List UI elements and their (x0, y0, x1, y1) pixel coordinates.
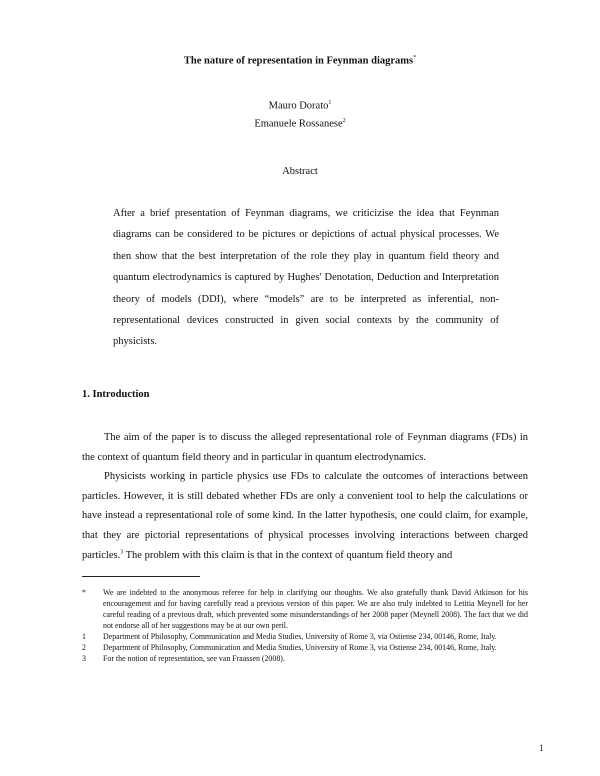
paragraph-1: The aim of the paper is to discuss the alleged representational role of Feynman diagrams (FDs) in the context of quantum field theory and in particular in quantum electrodynamics. (82, 432, 528, 463)
footnote-1 (82, 631, 528, 642)
author-1-name: Mauro Dorato (268, 100, 329, 112)
footnote-3-text: For the notion of representation, see van Fraassen (2008). (103, 654, 285, 663)
author-1-mark: 1 (328, 100, 332, 106)
footnote-3 (82, 653, 528, 664)
author-2 (0, 114, 600, 132)
page-number: 1 (539, 743, 544, 753)
footnote-1-text: Department of Philosophy, Communication and Media Studies, University of Rome 3, via Ostiense 234, 00146, Rome, Italy. (103, 632, 497, 641)
footnote-star-mark: * (82, 588, 86, 597)
paragraph-2-text-b: The problem with this claim is that in the context of quantum field theory and (123, 549, 453, 561)
footnote-1-mark: 1 (82, 632, 86, 641)
body-text (82, 428, 528, 565)
footnote-star (82, 587, 528, 631)
author-1 (0, 96, 600, 114)
paper-title (0, 55, 600, 67)
footnote-star-text: We are indebted to the anonymous referee for help in clarifying our thoughts. We also gratefully thank David Atkinson for his encouragement and for having carefully read a previous version of this paper. We are also truly indebted to Letitia Meynell for her careful reading of a previous draft, which prevented some misunderstandings of her 2008 paper (Meynell 2008). The fact that we did not endorse all of her suggestions may be at our own peril. (103, 588, 528, 630)
author-list (0, 96, 600, 131)
footnote-3-mark: 3 (82, 654, 86, 663)
paper-title-text: The nature of representation in Feynman diagrams (183, 55, 414, 67)
section-heading-introduction: 1. Introduction (82, 389, 150, 400)
abstract-text: After a brief presentation of Feynman diagrams, we criticizise the idea that Feynman diagrams can be considered to be pictures or depictions of actual physical processes. We then show that the best interpretation of the role they play in quantum field theory and quantum electrodynamics is captured by Hughes' Denotation, Deduction and Interpretation theory of models (DDI), where “models” are to be interpreted as inferential, non-representational devices constructed in given social contexts by the community of physicists. (113, 208, 499, 348)
author-2-name: Emanuele Rossanese (254, 118, 343, 129)
footnote-2-text: Department of Philosophy, Communication and Media Studies, University of Rome 3, via Ostiense 234, 00146, Rome, Italy. (103, 643, 497, 652)
author-2-mark: 2 (342, 117, 346, 124)
paragraph-2 (82, 467, 528, 565)
footnote-separator (82, 576, 200, 577)
footnote-2 (82, 642, 528, 653)
abstract-heading: Abstract (282, 166, 318, 177)
footnote-ref-3: 3 (120, 549, 124, 556)
footnote-2-mark: 2 (82, 643, 86, 652)
footnotes (82, 587, 528, 664)
title-footnote-mark: * (413, 55, 417, 61)
abstract-block (113, 203, 499, 353)
paragraph-2-text-a: Physicists working in particle physics use FDs to calculate the outcomes of interactions between particles. However, it is still debated whether FDs are only a convenient tool to help the calculations or have instead a representational role of some kind. In the latter hypothesis, one could claim, for example, that they are pictorial representations of physical processes involving interactions between charged particles. (82, 471, 528, 561)
